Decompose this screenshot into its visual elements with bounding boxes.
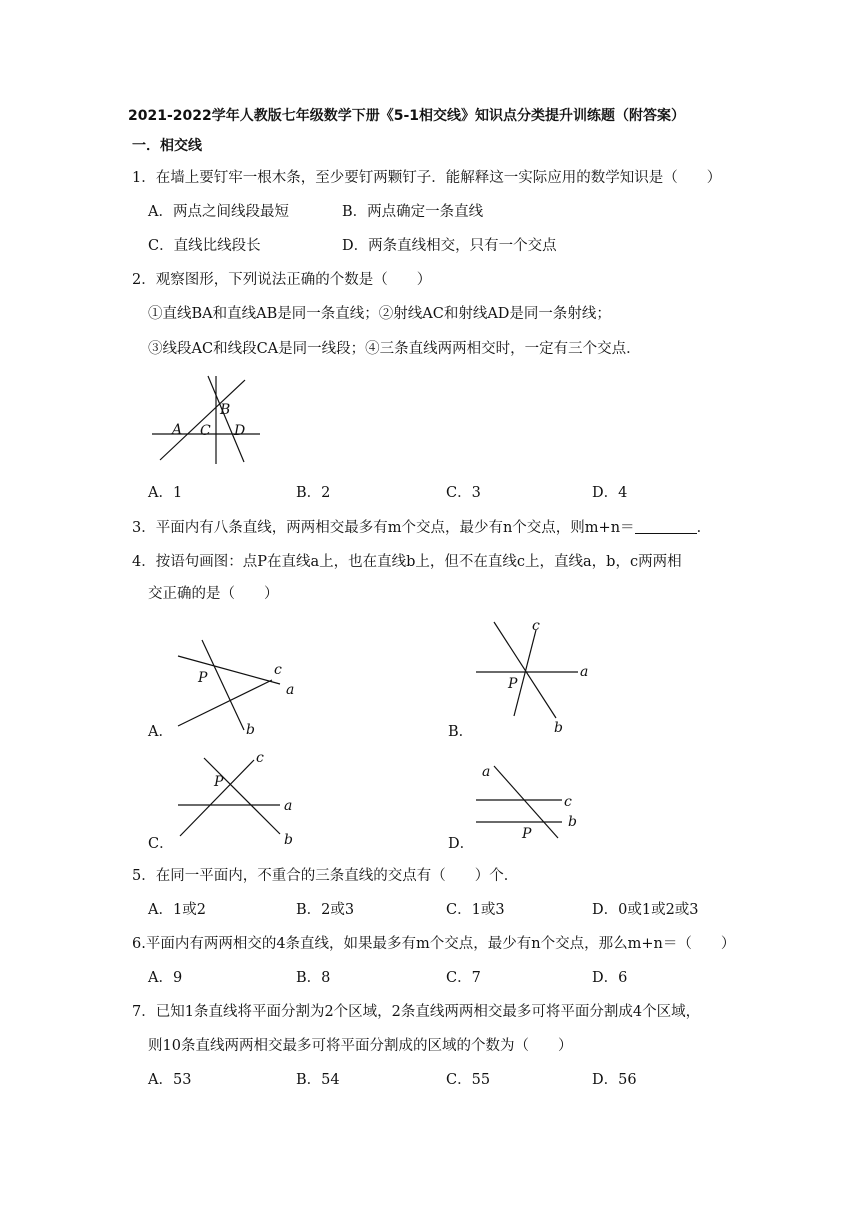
q5-option-d: D．0或1或2或3	[592, 902, 699, 918]
q2-option-a: A．1	[148, 485, 183, 501]
q7-option-d: D．56	[592, 1072, 637, 1088]
q4d-label-c: c	[564, 794, 572, 810]
q7-stem-line1: 7．已知1条直线将平面分割为2个区域，2条直线两两相交最多可将平面分割成4个区域，	[132, 1004, 701, 1020]
q4-stem-line1: 4．按语句画图：点P在直线a上，也在直线b上，但不在直线c上，直线a，b，c两两相	[132, 554, 682, 570]
q6-option-c: C．7	[446, 970, 481, 986]
q4b-label-a: a	[580, 664, 589, 680]
q2-statement-line2: ③线段AC和线段CA是同一线段；④三条直线两两相交时，一定有三个交点．	[148, 341, 641, 357]
q4a-label-b: b	[246, 722, 255, 738]
q6-option-b: B．8	[296, 970, 331, 986]
q2-statement-line1: ①直线BA和直线AB是同一条直线；②射线AC和射线AD是同一条射线；	[148, 306, 611, 322]
q2-fig-label-b: B	[220, 402, 231, 418]
q3-stem-line	[132, 518, 711, 538]
q1-stem: 1．在墙上要钉牢一根木条，至少要钉两颗钉子．能解释这一实际应用的数学知识是（ ）	[132, 170, 722, 186]
q4-option-c: C．	[148, 836, 174, 852]
q4-figure-b	[474, 618, 604, 743]
q2-fig-label-a: A	[172, 422, 183, 438]
q7-stem-line2: 则10条直线两两相交最多可将平面分割成的区域的个数为（ ）	[148, 1038, 573, 1054]
q4-option-b: B．	[448, 724, 474, 740]
q5-option-b: B．2或3	[296, 902, 355, 918]
q3-answer-blank	[635, 519, 697, 534]
q4c-label-a: a	[284, 798, 293, 814]
q4-option-d: D．	[448, 836, 475, 852]
q4-figure-d	[474, 762, 604, 847]
q4a-label-p: P	[198, 670, 208, 686]
q2-option-b: B．2	[296, 485, 331, 501]
q4-stem-line2: 交正确的是（ ）	[148, 586, 279, 602]
q1-option-b: B．两点确定一条直线	[342, 204, 484, 220]
q7-option-b: B．54	[296, 1072, 340, 1088]
section-heading: 一．相交线	[132, 138, 202, 154]
q4-figure-c	[176, 750, 306, 848]
q5-stem: 5．在同一平面内，不重合的三条直线的交点有（ ）个．	[132, 868, 519, 884]
q1-option-d: D．两条直线相交，只有一个交点	[342, 238, 557, 254]
q4a-label-a: a	[286, 682, 295, 698]
q2-fig-label-d: D	[234, 423, 246, 439]
q4c-label-p: P	[214, 774, 224, 790]
page-title: 2021-2022学年人教版七年级数学下册《5-1相交线》知识点分类提升训练题（附答案）	[128, 108, 686, 124]
q4-figure-a	[172, 636, 312, 746]
q4d-label-b: b	[568, 814, 577, 830]
q1-option-c: C．直线比线段长	[148, 238, 261, 254]
q2-fig-label-c: C	[200, 423, 211, 439]
q4-option-a: A．	[148, 724, 173, 740]
q2-option-d: D．4	[592, 485, 628, 501]
q6-option-a: A．9	[148, 970, 183, 986]
q6-stem: 6.平面内有两两相交的4条直线，如果最多有m个交点，最少有n个交点，那么m+n＝（ ）	[132, 936, 736, 952]
q3-stem: 3．平面内有八条直线，两两相交最多有m个交点，最少有n个交点，则m+n＝	[132, 520, 635, 536]
q7-option-a: A．53	[148, 1072, 192, 1088]
q4c-label-b: b	[284, 832, 293, 848]
q4b-label-c: c	[532, 618, 540, 634]
q2-stem: 2．观察图形，下列说法正确的个数是（ ）	[132, 272, 432, 288]
q4b-label-p: P	[508, 676, 518, 692]
q4c-label-c: c	[256, 750, 264, 766]
q5-option-c: C．1或3	[446, 902, 505, 918]
q5-option-a: A．1或2	[148, 902, 206, 918]
q4a-label-c: c	[274, 662, 282, 678]
q3-tail: ．	[696, 520, 712, 536]
q7-option-c: C．55	[446, 1072, 491, 1088]
q1-option-a: A．两点之间线段最短	[148, 204, 289, 220]
q4b-label-b: b	[554, 720, 563, 736]
q2-option-c: C．3	[446, 485, 481, 501]
q2-figure	[150, 372, 270, 467]
q4d-label-a: a	[482, 764, 491, 780]
q4d-label-p: P	[522, 826, 532, 842]
q6-option-d: D．6	[592, 970, 628, 986]
